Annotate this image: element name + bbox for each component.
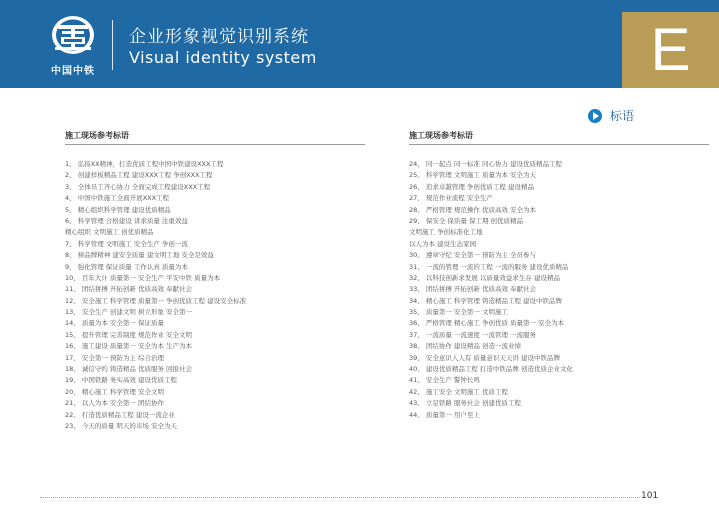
slogan-item: 18、 诚信守约 铸造精品 优质服务 回报社会 [65,365,193,374]
slogan-item: 2、 创建样板精品工程 建设XXX工程 争创XXX工程 [65,171,213,180]
header-bar [0,0,719,88]
slogan-item: 19、 中国铁路 务实高效 建设优质工程 [65,376,177,385]
slogan-item: 1、 弘扬XX精神，打造优质工程中国中铁建设XXX工程 [65,160,224,168]
section-tag-label: 标语 [610,109,635,123]
crec-logo-icon [48,14,98,60]
slogan-list [65,159,365,432]
slogan-item: 21、 以人为本 安全第一 团结协作 [65,399,164,408]
slogan-item: 22、 打造优质精品工程 建设一流企业 [65,410,175,419]
slogan-item: 15、 提升管理 完善制度 规范作业 安全文明 [65,330,193,339]
slogan-list [409,159,709,421]
slogan-item: 32、 以科技创新求发展 以质量效益求生存 建设精品 [409,273,560,282]
slogan-item: 28、 严格管理 规范操作 优质高效 安全为本 [409,205,537,214]
slogan-column-right [409,130,709,421]
page-title-chinese: 企业形象视觉识别系统 [129,27,309,47]
slogan-item: 37、 一流质量 一流速度 一流管理 一流服务 [409,330,537,339]
slogan-column-left [65,130,365,432]
slogan-item: 24、 同一起点 同一标准 同心协力 建设优质精品工程 [409,160,563,168]
slogan-item: 39、 安全意识人人有 质量意识天天讲 建设中铁品牌 [409,353,560,362]
slogan-item: 40、 建设优质精品工程 打造中铁品牌 创造优质企业文化 [409,365,573,374]
header-divider [112,20,113,70]
slogan-item: 5、 精心组织科学管理 建设优质精品 [65,205,171,214]
slogan-item: 27、 规范作业流程 安全生产 [409,194,493,203]
slogan-item: 20、 精心施工 科学管理 安全文明 [65,387,164,396]
slogan-item: 30、 遵章守纪 安全第一 预防为主 全员参与 [409,251,537,260]
slogan-item: 31、 一流的管理 一流的工程 一流的服务 建设优质精品 [409,262,569,271]
slogan-item: 34、 精心施工 科学管理 铸造精品工程 建设中铁品牌 [409,296,563,305]
slogan-item: 12、 安全施工 科学管理 质量第一 争创优质工程 建设安全标准 [65,296,247,305]
slogan-item: 6、 科学管理 合格建设 讲求质量 注重效益 [65,216,188,225]
slogan-item: 44、 质量第一 用户至上 [409,410,480,419]
slogan-item: 7、 科学管理 文明施工 安全生产 争创一流 [65,239,188,248]
play-circle-icon [588,109,602,123]
company-logo [38,14,108,78]
page-number: 101 [641,491,659,501]
slogan-item: 14、 质量为本 安全第一 保证质量 [65,319,164,328]
slogan-item: 38、 团结协作 建设精品 创造一流业绩 [409,342,521,351]
slogan-item: 以人为本 建设生态家园 [409,239,477,248]
slogan-item: 43、 立足铁路 服务社会 创建优质工程 [409,399,521,408]
logo-text: 中国中铁 [51,66,95,77]
slogan-item: 4、 中国中铁施工全面开展XXX工程 [65,194,170,203]
column-rule [65,144,365,145]
slogan-item: 42、 施工安全 文明施工 优质工程 [409,387,508,396]
slogan-item: 文明施工 争创标准化工地 [409,228,483,237]
section-letter: E [650,16,691,83]
slogan-item: 16、 施工建设 质量第一 安全为本 生产为本 [65,342,193,351]
slogan-item: 23、 今天的质量 明天的市场 安全为天 [65,421,177,430]
slogan-item: 26、 追求卓越管理 争创优质工程 建设精品 [409,182,534,191]
section-marker [622,12,719,88]
column-rule [409,144,709,145]
slogan-item: 11、 团结拼搏 开拓创新 优质高效 奉献社会 [65,285,193,294]
slogan-item: 35、 质量第一 安全第一 文明施工 [409,308,508,317]
page-title-english: Visual identity system [129,48,317,67]
slogan-item: 9、 强化管理 保证质量 工作认真 质量为本 [65,262,188,271]
slogan-item: 8、 树品牌精神 建安全质量 建文明工地 安全是效益 [65,251,214,260]
slogan-item: 33、 团结拼搏 开拓创新 优质高效 奉献社会 [409,285,537,294]
slogan-item: 精心组织 文明施工 创优质精品 [65,228,154,237]
slogan-item: 29、 保安全 保质量 保工期 创优质精品 [409,216,524,225]
column-title: 施工现场参考标语 [65,131,129,140]
slogan-item: 10、 百年大计 质量第一 安全生产 平安中铁 质量为本 [65,273,221,282]
slogan-item: 3、 全体员工齐心协力 全面完成工程建设XXX工程 [65,182,211,191]
slogan-item: 17、 安全第一 预防为主 综合治理 [65,353,164,362]
slogan-item: 13、 安全生产 创建文明 树立形象 安全第一 [65,308,193,317]
column-title: 施工现场参考标语 [409,131,473,140]
slogan-item: 25、 科学管理 文明施工 质量为本 安全为天 [409,171,537,180]
footer-divider [40,497,640,498]
slogan-item: 36、 严格管理 精心施工 争创优质 质量第一 安全为本 [409,319,565,328]
slogan-item: 41、 安全生产 警钟长鸣 [409,376,480,385]
